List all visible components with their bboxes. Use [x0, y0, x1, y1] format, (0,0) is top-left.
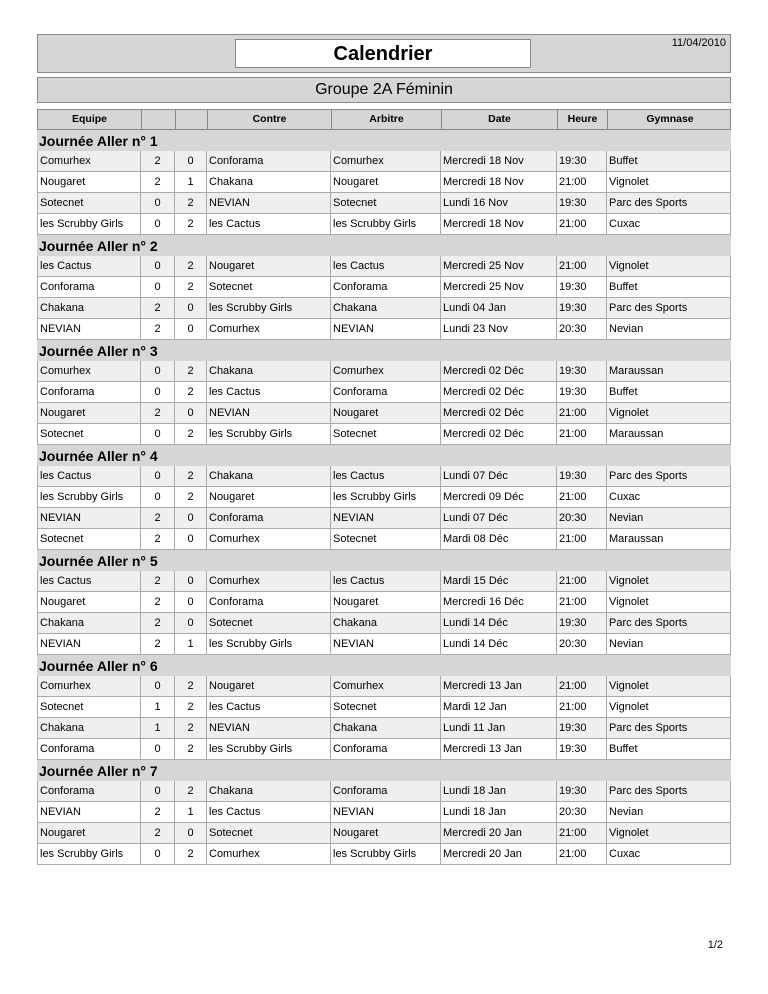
- table-row: [37, 151, 731, 172]
- table-row: [37, 823, 731, 844]
- cell-score-against: 2: [175, 466, 207, 487]
- cell-gym: Buffet: [607, 277, 731, 298]
- table-row: [37, 739, 731, 760]
- table-row: [37, 487, 731, 508]
- cell-gym: Cuxac: [607, 214, 731, 235]
- cell-score-against: 2: [175, 193, 207, 214]
- col-date: Date: [442, 110, 558, 129]
- cell-gym: Maraussan: [607, 361, 731, 382]
- cell-gym: Buffet: [607, 739, 731, 760]
- cell-team: Comurhex: [37, 361, 141, 382]
- round-title: Journée Aller n° 1: [37, 130, 731, 151]
- col-contre: Contre: [208, 110, 332, 129]
- cell-score-for: 0: [141, 739, 175, 760]
- cell-opponent: Sotecnet: [207, 823, 331, 844]
- cell-date: Mercredi 16 Déc: [441, 592, 557, 613]
- table-row: [37, 277, 731, 298]
- table-row: [37, 508, 731, 529]
- cell-referee: les Scrubby Girls: [331, 844, 441, 865]
- table-row: [37, 361, 731, 382]
- cell-score-for: 0: [141, 193, 175, 214]
- table-header: [37, 109, 731, 130]
- cell-time: 21:00: [557, 592, 607, 613]
- cell-opponent: Nougaret: [207, 256, 331, 277]
- cell-score-for: 2: [141, 529, 175, 550]
- cell-score-against: 0: [175, 613, 207, 634]
- cell-score-against: 1: [175, 802, 207, 823]
- cell-opponent: Comurhex: [207, 529, 331, 550]
- cell-referee: les Scrubby Girls: [331, 214, 441, 235]
- cell-time: 19:30: [557, 613, 607, 634]
- table-row: [37, 613, 731, 634]
- cell-referee: Sotecnet: [331, 529, 441, 550]
- cell-team: les Scrubby Girls: [37, 844, 141, 865]
- round-title: Journée Aller n° 6: [37, 655, 731, 676]
- table-row: [37, 172, 731, 193]
- cell-gym: Parc des Sports: [607, 298, 731, 319]
- cell-referee: les Cactus: [331, 466, 441, 487]
- cell-time: 21:00: [557, 823, 607, 844]
- cell-gym: Vignolet: [607, 256, 731, 277]
- cell-team: Comurhex: [37, 151, 141, 172]
- cell-team: Comurhex: [37, 676, 141, 697]
- cell-referee: Comurhex: [331, 151, 441, 172]
- cell-score-for: 2: [141, 571, 175, 592]
- cell-date: Mercredi 13 Jan: [441, 676, 557, 697]
- cell-time: 19:30: [557, 382, 607, 403]
- cell-score-for: 2: [141, 508, 175, 529]
- cell-opponent: Chakana: [207, 466, 331, 487]
- table-row: [37, 676, 731, 697]
- round-title: Journée Aller n° 7: [37, 760, 731, 781]
- cell-team: Nougaret: [37, 823, 141, 844]
- cell-referee: Conforama: [331, 739, 441, 760]
- cell-team: Sotecnet: [37, 424, 141, 445]
- cell-time: 21:00: [557, 571, 607, 592]
- cell-score-against: 0: [175, 508, 207, 529]
- cell-time: 21:00: [557, 844, 607, 865]
- cell-date: Mardi 12 Jan: [441, 697, 557, 718]
- cell-referee: Conforama: [331, 382, 441, 403]
- table-row: [37, 592, 731, 613]
- cell-team: Conforama: [37, 739, 141, 760]
- cell-opponent: Chakana: [207, 172, 331, 193]
- cell-team: Chakana: [37, 298, 141, 319]
- cell-score-against: 2: [175, 844, 207, 865]
- cell-score-against: 0: [175, 151, 207, 172]
- cell-date: Mardi 08 Déc: [441, 529, 557, 550]
- table-row: [37, 193, 731, 214]
- cell-opponent: les Scrubby Girls: [207, 424, 331, 445]
- cell-referee: NEVIAN: [331, 634, 441, 655]
- cell-score-against: 2: [175, 382, 207, 403]
- cell-score-against: 0: [175, 298, 207, 319]
- cell-referee: Chakana: [331, 298, 441, 319]
- cell-time: 20:30: [557, 634, 607, 655]
- cell-score-for: 0: [141, 487, 175, 508]
- cell-score-against: 2: [175, 277, 207, 298]
- cell-gym: Vignolet: [607, 571, 731, 592]
- cell-referee: Nougaret: [331, 823, 441, 844]
- page-title: Calendrier: [235, 39, 531, 68]
- cell-score-for: 0: [141, 382, 175, 403]
- cell-gym: Nevian: [607, 634, 731, 655]
- cell-score-for: 2: [141, 172, 175, 193]
- col-gymnase: Gymnase: [646, 113, 694, 125]
- round-title: Journée Aller n° 4: [37, 445, 731, 466]
- cell-date: Mercredi 18 Nov: [441, 151, 557, 172]
- cell-gym: Buffet: [607, 382, 731, 403]
- cell-referee: Nougaret: [331, 172, 441, 193]
- cell-score-against: 2: [175, 256, 207, 277]
- cell-opponent: Comurhex: [207, 571, 331, 592]
- cell-time: 21:00: [557, 172, 607, 193]
- cell-opponent: NEVIAN: [207, 403, 331, 424]
- cell-opponent: Sotecnet: [207, 613, 331, 634]
- cell-referee: Sotecnet: [331, 193, 441, 214]
- cell-referee: Sotecnet: [331, 697, 441, 718]
- cell-date: Lundi 07 Déc: [441, 508, 557, 529]
- cell-score-for: 2: [141, 613, 175, 634]
- cell-team: les Cactus: [37, 466, 141, 487]
- cell-date: Lundi 18 Jan: [441, 781, 557, 802]
- group-title: Groupe 2A Féminin: [37, 77, 731, 103]
- cell-opponent: les Cactus: [207, 382, 331, 403]
- cell-referee: Comurhex: [331, 676, 441, 697]
- cell-referee: Nougaret: [331, 592, 441, 613]
- cell-team: NEVIAN: [37, 802, 141, 823]
- cell-team: Conforama: [37, 781, 141, 802]
- cell-time: 21:00: [557, 424, 607, 445]
- cell-date: Mercredi 02 Déc: [441, 424, 557, 445]
- cell-date: Mercredi 18 Nov: [441, 172, 557, 193]
- col-score-2: [176, 110, 208, 129]
- cell-gym: Parc des Sports: [607, 718, 731, 739]
- table-row: [37, 382, 731, 403]
- cell-opponent: Conforama: [207, 151, 331, 172]
- cell-gym: Parc des Sports: [607, 466, 731, 487]
- cell-date: Lundi 07 Déc: [441, 466, 557, 487]
- cell-score-for: 2: [141, 151, 175, 172]
- col-arbitre: Arbitre: [332, 110, 442, 129]
- cell-score-for: 1: [141, 697, 175, 718]
- cell-time: 21:00: [557, 676, 607, 697]
- cell-score-against: 0: [175, 319, 207, 340]
- cell-date: Mercredi 18 Nov: [441, 214, 557, 235]
- cell-date: Mercredi 09 Déc: [441, 487, 557, 508]
- cell-time: 21:00: [557, 529, 607, 550]
- cell-team: Sotecnet: [37, 697, 141, 718]
- cell-gym: Maraussan: [607, 529, 731, 550]
- table-row: [37, 844, 731, 865]
- cell-time: 19:30: [557, 298, 607, 319]
- cell-opponent: les Cactus: [207, 697, 331, 718]
- table-row: [37, 634, 731, 655]
- cell-score-for: 2: [141, 592, 175, 613]
- schedule: [37, 130, 731, 865]
- cell-team: Conforama: [37, 277, 141, 298]
- cell-score-against: 2: [175, 487, 207, 508]
- cell-date: Mercredi 20 Jan: [441, 844, 557, 865]
- table-row: [37, 256, 731, 277]
- cell-referee: Chakana: [331, 613, 441, 634]
- cell-opponent: les Cactus: [207, 802, 331, 823]
- cell-team: Sotecnet: [37, 193, 141, 214]
- cell-team: NEVIAN: [37, 634, 141, 655]
- cell-score-for: 2: [141, 823, 175, 844]
- cell-score-against: 2: [175, 424, 207, 445]
- cell-score-for: 0: [141, 466, 175, 487]
- table-row: [37, 319, 731, 340]
- cell-referee: Comurhex: [331, 361, 441, 382]
- page-number: 1/2: [707, 939, 723, 951]
- cell-team: Nougaret: [37, 592, 141, 613]
- cell-date: Lundi 11 Jan: [441, 718, 557, 739]
- cell-team: Chakana: [37, 613, 141, 634]
- cell-referee: les Cactus: [331, 571, 441, 592]
- cell-score-for: 2: [141, 403, 175, 424]
- cell-team: Sotecnet: [37, 529, 141, 550]
- cell-score-against: 0: [175, 592, 207, 613]
- cell-score-for: 0: [141, 256, 175, 277]
- cell-team: les Scrubby Girls: [37, 487, 141, 508]
- cell-time: 19:30: [557, 718, 607, 739]
- col-heure: Heure: [558, 110, 608, 129]
- cell-time: 20:30: [557, 508, 607, 529]
- cell-date: Lundi 18 Jan: [441, 802, 557, 823]
- cell-gym: Nevian: [607, 319, 731, 340]
- cell-date: Mercredi 13 Jan: [441, 739, 557, 760]
- print-date: 11/04/2010: [671, 37, 726, 49]
- cell-time: 21:00: [557, 256, 607, 277]
- table-row: [37, 718, 731, 739]
- table-row: [37, 529, 731, 550]
- cell-score-against: 0: [175, 571, 207, 592]
- cell-time: 21:00: [557, 214, 607, 235]
- cell-gym: Vignolet: [607, 697, 731, 718]
- cell-team: Chakana: [37, 718, 141, 739]
- cell-score-against: 0: [175, 403, 207, 424]
- cell-opponent: les Scrubby Girls: [207, 739, 331, 760]
- cell-score-against: 2: [175, 781, 207, 802]
- cell-score-against: 2: [175, 697, 207, 718]
- cell-gym: Parc des Sports: [607, 781, 731, 802]
- cell-gym: Vignolet: [607, 823, 731, 844]
- cell-opponent: les Scrubby Girls: [207, 634, 331, 655]
- cell-gym: Parc des Sports: [607, 193, 731, 214]
- cell-opponent: Chakana: [207, 781, 331, 802]
- cell-opponent: Nougaret: [207, 676, 331, 697]
- cell-score-against: 2: [175, 739, 207, 760]
- cell-opponent: NEVIAN: [207, 193, 331, 214]
- cell-score-for: 2: [141, 634, 175, 655]
- cell-score-for: 0: [141, 361, 175, 382]
- cell-team: les Cactus: [37, 256, 141, 277]
- cell-opponent: Sotecnet: [207, 277, 331, 298]
- cell-opponent: Chakana: [207, 361, 331, 382]
- cell-referee: NEVIAN: [331, 319, 441, 340]
- cell-date: Lundi 16 Nov: [441, 193, 557, 214]
- cell-time: 21:00: [557, 403, 607, 424]
- cell-time: 19:30: [557, 193, 607, 214]
- cell-score-for: 0: [141, 781, 175, 802]
- cell-referee: Nougaret: [331, 403, 441, 424]
- cell-score-against: 0: [175, 823, 207, 844]
- cell-score-for: 0: [141, 277, 175, 298]
- cell-score-against: 2: [175, 676, 207, 697]
- cell-score-for: 0: [141, 424, 175, 445]
- table-row: [37, 781, 731, 802]
- cell-date: Mercredi 25 Nov: [441, 256, 557, 277]
- cell-score-against: 1: [175, 634, 207, 655]
- cell-referee: Conforama: [331, 781, 441, 802]
- round-title: Journée Aller n° 5: [37, 550, 731, 571]
- cell-date: Lundi 23 Nov: [441, 319, 557, 340]
- cell-time: 19:30: [557, 361, 607, 382]
- cell-date: Mercredi 02 Déc: [441, 361, 557, 382]
- cell-time: 21:00: [557, 487, 607, 508]
- cell-score-for: 0: [141, 844, 175, 865]
- cell-time: 19:30: [557, 781, 607, 802]
- cell-team: Nougaret: [37, 403, 141, 424]
- cell-gym: Vignolet: [607, 592, 731, 613]
- table-row: [37, 403, 731, 424]
- cell-score-against: 1: [175, 172, 207, 193]
- cell-date: Lundi 14 Déc: [441, 634, 557, 655]
- cell-opponent: Conforama: [207, 508, 331, 529]
- cell-opponent: Conforama: [207, 592, 331, 613]
- table-row: [37, 214, 731, 235]
- cell-team: NEVIAN: [37, 508, 141, 529]
- cell-gym: Vignolet: [607, 403, 731, 424]
- cell-gym: Nevian: [607, 508, 731, 529]
- cell-opponent: NEVIAN: [207, 718, 331, 739]
- cell-referee: les Scrubby Girls: [331, 487, 441, 508]
- table-row: [37, 424, 731, 445]
- table-row: [37, 571, 731, 592]
- cell-gym: Cuxac: [607, 844, 731, 865]
- cell-time: 19:30: [557, 151, 607, 172]
- col-score-1: [142, 110, 176, 129]
- cell-opponent: les Scrubby Girls: [207, 298, 331, 319]
- round-title: Journée Aller n° 3: [37, 340, 731, 361]
- cell-score-against: 0: [175, 529, 207, 550]
- cell-gym: Nevian: [607, 802, 731, 823]
- cell-time: 19:30: [557, 466, 607, 487]
- title-banner: [37, 34, 731, 73]
- cell-referee: les Cactus: [331, 256, 441, 277]
- cell-team: les Cactus: [37, 571, 141, 592]
- col-equipe: Equipe: [38, 110, 142, 129]
- cell-gym: Buffet: [607, 151, 731, 172]
- cell-time: 20:30: [557, 802, 607, 823]
- cell-gym: Parc des Sports: [607, 613, 731, 634]
- table-row: [37, 298, 731, 319]
- cell-opponent: Comurhex: [207, 844, 331, 865]
- cell-gym: Vignolet: [607, 172, 731, 193]
- cell-score-for: 1: [141, 718, 175, 739]
- cell-date: Mercredi 02 Déc: [441, 382, 557, 403]
- cell-team: les Scrubby Girls: [37, 214, 141, 235]
- cell-score-for: 0: [141, 214, 175, 235]
- cell-date: Mercredi 02 Déc: [441, 403, 557, 424]
- cell-gym: Cuxac: [607, 487, 731, 508]
- cell-date: Lundi 04 Jan: [441, 298, 557, 319]
- cell-score-against: 2: [175, 361, 207, 382]
- cell-time: 19:30: [557, 277, 607, 298]
- cell-time: 19:30: [557, 739, 607, 760]
- cell-score-for: 2: [141, 319, 175, 340]
- cell-opponent: Comurhex: [207, 319, 331, 340]
- cell-referee: Sotecnet: [331, 424, 441, 445]
- round-title: Journée Aller n° 2: [37, 235, 731, 256]
- cell-score-against: 2: [175, 718, 207, 739]
- cell-team: Nougaret: [37, 172, 141, 193]
- cell-score-for: 0: [141, 676, 175, 697]
- cell-referee: Chakana: [331, 718, 441, 739]
- cell-team: Conforama: [37, 382, 141, 403]
- table-row: [37, 697, 731, 718]
- cell-score-for: 2: [141, 298, 175, 319]
- cell-time: 21:00: [557, 697, 607, 718]
- cell-date: Mercredi 20 Jan: [441, 823, 557, 844]
- cell-referee: NEVIAN: [331, 508, 441, 529]
- table-row: [37, 466, 731, 487]
- cell-score-against: 2: [175, 214, 207, 235]
- cell-gym: Maraussan: [607, 424, 731, 445]
- cell-date: Mercredi 25 Nov: [441, 277, 557, 298]
- cell-opponent: Nougaret: [207, 487, 331, 508]
- cell-team: NEVIAN: [37, 319, 141, 340]
- cell-score-for: 2: [141, 802, 175, 823]
- cell-time: 20:30: [557, 319, 607, 340]
- table-row: [37, 802, 731, 823]
- cell-referee: Conforama: [331, 277, 441, 298]
- cell-gym: Vignolet: [607, 676, 731, 697]
- cell-referee: NEVIAN: [331, 802, 441, 823]
- cell-opponent: les Cactus: [207, 214, 331, 235]
- cell-date: Lundi 14 Déc: [441, 613, 557, 634]
- cell-date: Mardi 15 Déc: [441, 571, 557, 592]
